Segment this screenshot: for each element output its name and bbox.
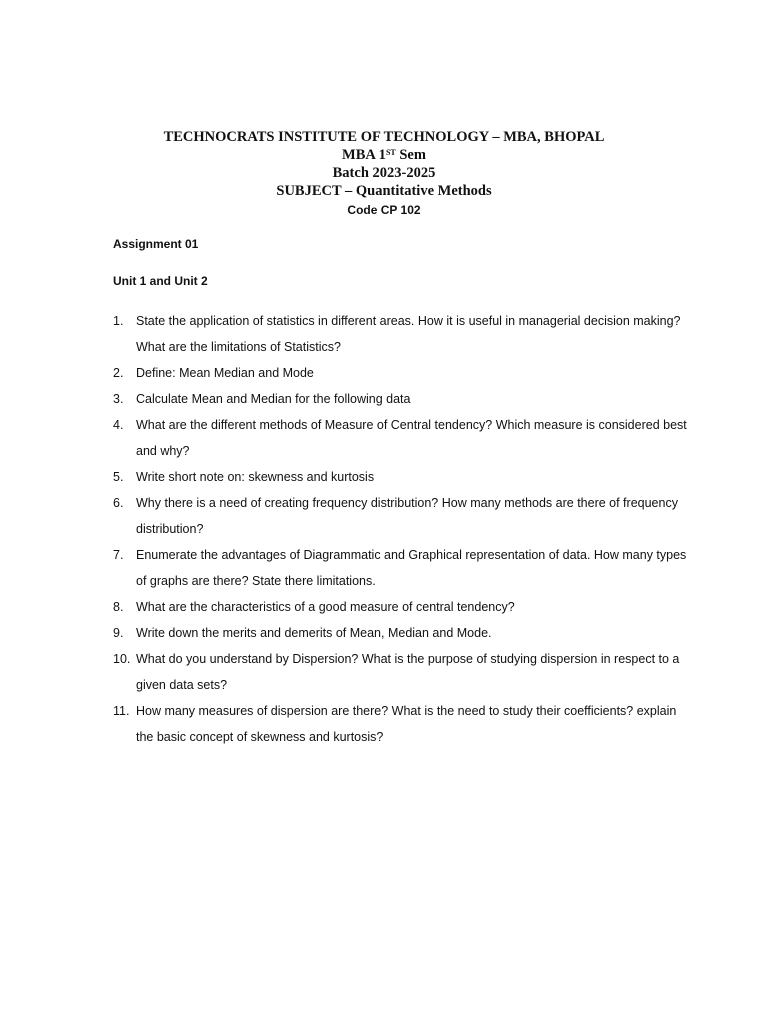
question-item (113, 594, 693, 620)
program-suffix: Sem (395, 147, 426, 163)
program-superscript: ST (385, 148, 396, 157)
question-text: Enumerate the advantages of Diagrammatic and Graphical representation of data. How many types of graphs are there? State there limitations. (136, 548, 687, 588)
question-item (113, 412, 693, 464)
question-item (113, 620, 693, 646)
question-text: Write short note on: skewness and kurtosis (136, 470, 375, 484)
question-number: 5. (113, 470, 124, 484)
question-item (113, 464, 693, 490)
question-number: 2. (113, 366, 124, 380)
question-item (113, 542, 693, 594)
question-list (113, 308, 693, 750)
question-text: What are the different methods of Measure of Central tendency? Which measure is considered best and why? (136, 418, 687, 458)
question-text: Define: Mean Median and Mode (136, 366, 314, 380)
subject-line: SUBJECT – Quantitative Methods (276, 183, 492, 199)
question-number: 9. (113, 626, 124, 640)
question-number: 7. (113, 548, 124, 562)
program-line (0, 146, 768, 164)
question-number: 1. (113, 314, 124, 328)
question-number: 4. (113, 418, 124, 432)
question-text: Write down the merits and demerits of Mean, Median and Mode. (136, 626, 492, 640)
batch-line: Batch 2023-2025 (332, 165, 436, 181)
question-number: 11. (113, 704, 130, 718)
question-text: How many measures of dispersion are there? What is the need to study their coefficients? explain the basic concept of skewness and kurtosis? (136, 704, 677, 744)
units-heading: Unit 1 and Unit 2 (113, 274, 208, 288)
question-number: 10. (113, 652, 131, 666)
question-number: 3. (113, 392, 124, 406)
question-text: What are the characteristics of a good measure of central tendency? (136, 600, 515, 614)
question-text: Why there is a need of creating frequency distribution? How many methods are there of frequency distribution? (136, 496, 678, 536)
question-text: State the application of statistics in different areas. How it is useful in managerial decision making? What are the limitations of Statistics? (136, 314, 681, 354)
assignment-heading: Assignment 01 (113, 237, 199, 251)
question-text: Calculate Mean and Median for the following data (136, 392, 411, 406)
question-item (113, 386, 693, 412)
question-item (113, 698, 693, 750)
institute-title: TECHNOCRATS INSTITUTE OF TECHNOLOGY – MBA, BHOPAL (163, 129, 605, 145)
question-text: What do you understand by Dispersion? What is the purpose of studying dispersion in respect to a given data sets? (136, 652, 680, 692)
question-item (113, 646, 693, 698)
question-item (113, 308, 693, 360)
document-header (0, 128, 768, 219)
question-number: 6. (113, 496, 124, 510)
course-code: Code CP 102 (347, 203, 421, 217)
question-item (113, 490, 693, 542)
question-number: 8. (113, 600, 124, 614)
question-item (113, 360, 693, 386)
program-prefix: MBA 1 (342, 147, 386, 163)
